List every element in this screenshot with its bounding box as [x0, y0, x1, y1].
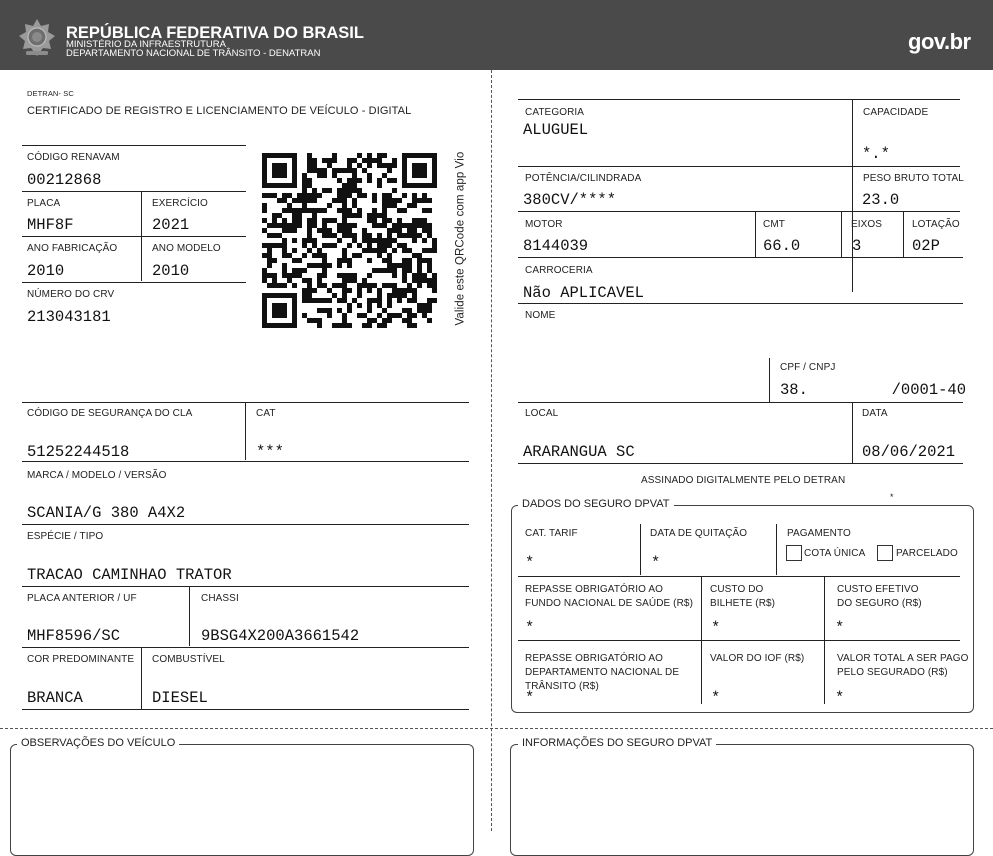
especie-label: ESPÉCIE / TIPO	[27, 531, 104, 542]
rule	[776, 524, 777, 575]
categoria-label: CATEGORIA	[525, 107, 585, 118]
custo-efetivo-value: *	[835, 619, 845, 637]
local-value: ARARANGUA SC	[523, 443, 635, 461]
cat-tarif-label: CAT. TARIF	[525, 528, 578, 539]
cor-label: COR PREDOMINANTE	[27, 654, 135, 665]
cat-label: CAT	[256, 408, 276, 419]
chassi-label: CHASSI	[201, 593, 239, 604]
cpf-value: 38. /0001-40	[780, 381, 967, 399]
total-label-2: PELO SEGURADO (R$)	[837, 667, 948, 678]
rule	[852, 402, 853, 463]
document-title: CERTIFICADO DE REGISTRO E LICENCIAMENTO DE VEÍCULO - DIGITAL	[27, 105, 412, 117]
peso-label: PESO BRUTO TOTAL	[863, 173, 964, 184]
rule	[518, 402, 963, 403]
carroceria-label: CARROCERIA	[525, 265, 593, 276]
rule	[701, 640, 702, 704]
exercicio-value: 2021	[152, 216, 190, 234]
qr-caption: Valide este QRCode com app Vio	[454, 151, 467, 326]
iof-label: VALOR DO IOF (R$)	[710, 653, 805, 664]
motor-label: MOTOR	[525, 219, 563, 230]
rule	[640, 524, 641, 575]
renavam-label: CÓDIGO RENAVAM	[27, 152, 120, 163]
peso-value: 23.0	[862, 191, 900, 209]
rule	[518, 257, 963, 258]
custo-bilhete-value: *	[711, 619, 721, 637]
cota-unica-checkbox[interactable]	[786, 545, 802, 561]
capacidade-value: *.*	[862, 145, 890, 163]
placa-anterior-value: MHF8596/SC	[27, 627, 121, 645]
govbr-logo[interactable]: gov.br	[908, 29, 971, 54]
placa-label: PLACA	[27, 198, 61, 209]
marca-label: MARCA / MODELO / VERSÃO	[27, 470, 167, 481]
repasse-fns-label-1: REPASSE OBRIGATÓRIO AO	[525, 584, 663, 595]
info-dpvat-legend: INFORMAÇÕES DO SEGURO DPVAT	[518, 737, 716, 749]
header-title: REPÚBLICA FEDERATIVA DO BRASIL	[66, 24, 364, 42]
cat-value: ***	[256, 443, 284, 461]
cat-tarif-value: *	[525, 554, 535, 572]
data-label: DATA	[862, 408, 888, 419]
ano-modelo-value: 2010	[152, 262, 190, 280]
crv-value: 213043181	[27, 308, 111, 326]
cla-label: CÓDIGO DE SEGURANÇA DO CLA	[27, 408, 193, 419]
rule	[841, 211, 842, 257]
rule	[518, 211, 960, 212]
lotacao-value: 02P	[912, 237, 940, 255]
header-department: DEPARTAMENTO NACIONAL DE TRÂNSITO - DENATRAN	[66, 48, 321, 59]
capacidade-label: CAPACIDADE	[863, 107, 929, 118]
custo-efetivo-label-2: DO SEGURO (R$)	[837, 598, 922, 609]
rule	[189, 586, 190, 646]
rule	[22, 647, 469, 648]
detran-state: DETRAN- SC	[27, 89, 74, 98]
star-mark: *	[890, 492, 894, 502]
assinado-text: ASSINADO DIGITALMENTE PELO DETRAN	[641, 475, 846, 486]
rule	[141, 647, 142, 709]
especie-value: TRACAO CAMINHAO TRATOR	[27, 566, 232, 584]
custo-bilhete-label-1: CUSTO DO	[710, 584, 764, 595]
rule	[824, 576, 825, 640]
parcelado-checkbox[interactable]	[877, 545, 893, 561]
lotacao-label: LOTAÇÃO	[912, 219, 960, 230]
rule	[245, 402, 246, 460]
renavam-value: 00212868	[27, 171, 102, 189]
rule	[22, 524, 469, 525]
rule	[518, 463, 963, 464]
eixos-label: EIXOS	[851, 219, 883, 230]
brasil-coat-of-arms-icon	[18, 18, 56, 58]
header-ministry: MINISTÉRIO DA INFRAESTRUTURA	[66, 39, 226, 50]
placa-value: MHF8F	[27, 216, 74, 234]
rule	[22, 586, 469, 587]
ano-modelo-label: ANO MODELO	[152, 243, 221, 254]
local-label: LOCAL	[525, 408, 559, 419]
rule	[769, 358, 770, 402]
rule	[22, 461, 469, 462]
rule	[518, 99, 960, 100]
rule	[518, 576, 960, 577]
rule	[22, 145, 246, 146]
ano-fabricacao-label: ANO FABRICAÇÃO	[27, 243, 118, 254]
custo-efetivo-label-1: CUSTO EFETIVO	[837, 584, 919, 595]
total-label-1: VALOR TOTAL A SER PAGO	[837, 653, 969, 664]
repasse-fns-value: *	[525, 619, 535, 637]
data-value: 08/06/2021	[862, 443, 956, 461]
info-dpvat-box	[510, 744, 974, 856]
cpf-label: CPF / CNPJ	[780, 362, 836, 373]
carroceria-value: Não APLICAVEL	[523, 284, 644, 302]
total-value: *	[835, 689, 845, 707]
rule	[903, 211, 904, 257]
eixos-value: 3	[852, 237, 862, 255]
repasse-dnt-label-2: DEPARTAMENTO NACIONAL DE	[525, 667, 680, 678]
motor-value: 8144039	[523, 237, 589, 255]
page-divider	[491, 70, 492, 831]
rule	[701, 576, 702, 640]
marca-value: SCANIA/G 380 A4X2	[27, 504, 186, 522]
data-quitacao-label: DATA DE QUITAÇÃO	[650, 528, 748, 539]
custo-bilhete-label-2: BILHETE (R$)	[710, 598, 776, 609]
parcelado-label: PARCELADO	[896, 548, 958, 559]
rule	[22, 191, 246, 192]
observacoes-box	[10, 744, 474, 856]
rule	[518, 640, 960, 641]
combustivel-label: COMBUSTÍVEL	[152, 654, 225, 665]
potencia-label: POTÊNCIA/CILINDRADA	[525, 173, 642, 184]
rule	[22, 282, 246, 283]
cor-value: BRANCA	[27, 689, 83, 707]
gov-header	[0, 0, 993, 70]
repasse-dnt-label-1: REPASSE OBRIGATÓRIO AO	[525, 653, 663, 664]
qr-caption-wrap	[453, 150, 469, 335]
rule	[518, 303, 963, 304]
placa-anterior-label: PLACA ANTERIOR / UF	[27, 593, 137, 604]
dpvat-legend: DADOS DO SEGURO DPVAT	[518, 498, 674, 510]
cmt-value: 66.0	[763, 237, 801, 255]
cmt-label: CMT	[763, 219, 785, 230]
pagamento-label: PAGAMENTO	[787, 528, 851, 539]
crv-label: NÚMERO DO CRV	[27, 289, 115, 300]
repasse-fns-label-2: FUNDO NACIONAL DE SAÚDE (R$)	[525, 598, 694, 609]
combustivel-value: DIESEL	[152, 689, 208, 707]
rule	[852, 99, 853, 292]
chassi-value: 9BSG4X200A3661542	[201, 627, 360, 645]
cla-value: 51252244518	[27, 443, 130, 461]
bottom-divider	[0, 728, 993, 729]
repasse-dnt-label-3: TRÂNSITO (R$)	[525, 681, 599, 692]
cota-unica-label: COTA ÚNICA	[804, 548, 866, 559]
categoria-value: ALUGUEL	[523, 121, 589, 139]
exercicio-label: EXERCÍCIO	[152, 198, 208, 209]
nome-label: NOME	[525, 310, 556, 321]
rule	[755, 211, 756, 257]
observacoes-legend: OBSERVAÇÕES DO VEÍCULO	[17, 737, 179, 749]
ano-fabricacao-value: 2010	[27, 262, 65, 280]
data-quitacao-value: *	[651, 554, 661, 572]
iof-value: *	[711, 689, 721, 707]
qr-code[interactable]	[262, 153, 437, 328]
rule	[22, 236, 246, 237]
repasse-dnt-value: *	[525, 689, 535, 707]
rule	[518, 166, 960, 167]
rule	[22, 709, 469, 710]
potencia-value: 380CV/****	[523, 191, 617, 209]
rule	[824, 640, 825, 704]
